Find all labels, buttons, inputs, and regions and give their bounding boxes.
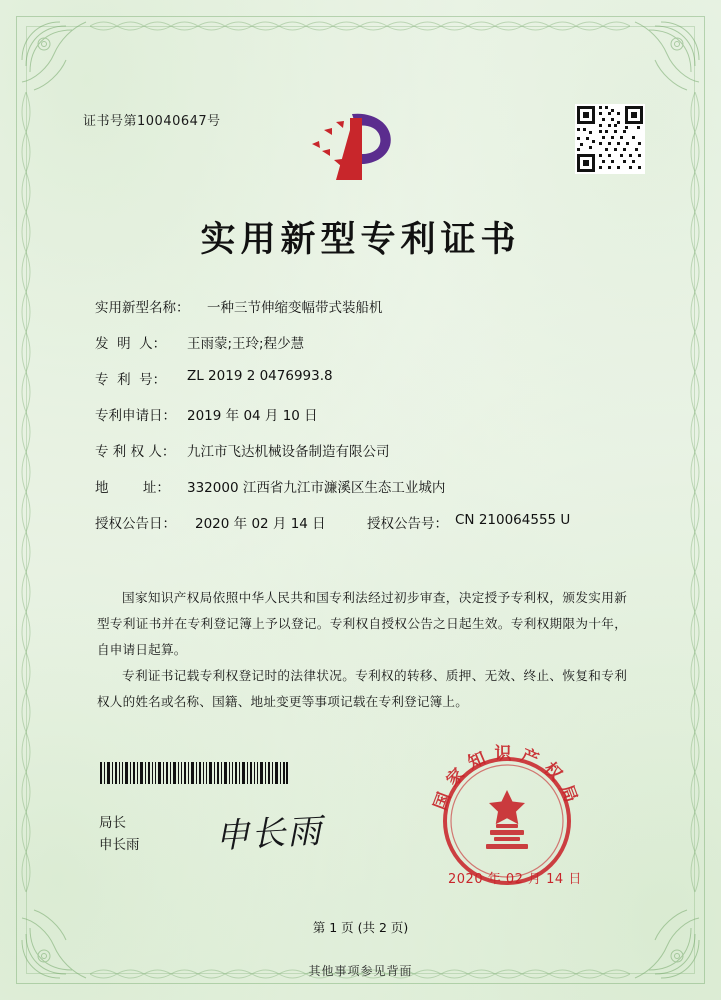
address-label: 地 址： [95, 480, 170, 496]
field-row [95, 332, 635, 368]
patent-number-value: ZL 2019 2 0476993.8 [187, 368, 333, 384]
utility-model-name-value: 一种三节伸缩变幅带式装船机 [207, 300, 383, 316]
address-value: 332000 江西省九江市濂溪区生态工业城内 [187, 480, 446, 496]
svg-text:国家知识产权局: 国家知识产权局 [430, 744, 584, 813]
publication-number-value: CN 210064555 U [455, 512, 571, 528]
legal-text [97, 585, 627, 715]
utility-model-name-label: 实用新型名称： [95, 300, 190, 316]
director-title-label: 局长 [99, 815, 126, 831]
inventor-value: 王雨蒙;王玲;程少慧 [187, 336, 305, 352]
publication-number-label: 授权公告号： [367, 516, 448, 532]
application-date-label: 专利申请日： [95, 408, 176, 424]
field-row [95, 368, 635, 404]
page-title: 实用新型专利证书 [200, 220, 521, 260]
footnote: 其他事项参见背面 [308, 964, 413, 978]
field-row [95, 404, 635, 440]
field-row [95, 296, 635, 332]
patentee-value: 九江市飞达机械设备制造有限公司 [187, 444, 390, 460]
publication-date-label: 授权公告日： [95, 516, 176, 532]
legal-paragraph-1: 国家知识产权局依照中华人民共和国专利法经过初步审查，决定授予专利权，颁发实用新型专利证书并在专利登记簿上予以登记。专利权自授权公告之日起生效。专利权期限为十年，自申请日起算。 [97, 590, 627, 657]
application-date-value: 2019 年 04 月 10 日 [187, 408, 318, 424]
publication-row [95, 512, 635, 548]
patent-number-label: 专 利 号： [95, 372, 167, 388]
qr-code-icon [575, 104, 645, 174]
page-number: 第 1 页 (共 2 页) [312, 920, 409, 935]
field-list [95, 296, 635, 548]
publication-date-value: 2020 年 02 月 14 日 [195, 516, 326, 532]
barcode-icon [100, 762, 288, 784]
signature-block [99, 812, 140, 856]
field-row [95, 476, 635, 512]
seal-date: 2020 年 02 月 14 日 [448, 872, 582, 887]
certificate-number: 证书号第10040647号 [83, 114, 221, 129]
inventor-label: 发 明 人： [95, 336, 167, 352]
patentee-label: 专 利 权 人： [95, 444, 176, 460]
cnipa-logo-icon [300, 104, 412, 190]
director-name-label: 申长雨 [99, 837, 140, 853]
legal-paragraph-2: 专利证书记载专利权登记时的法律状况。专利权的转移、质押、无效、终止、恢复和专利权人的姓名或名称、国籍、地址变更等事项记载在专利登记簿上。 [97, 668, 627, 709]
field-row [95, 440, 635, 476]
handwritten-signature: 申长雨 [214, 811, 325, 857]
